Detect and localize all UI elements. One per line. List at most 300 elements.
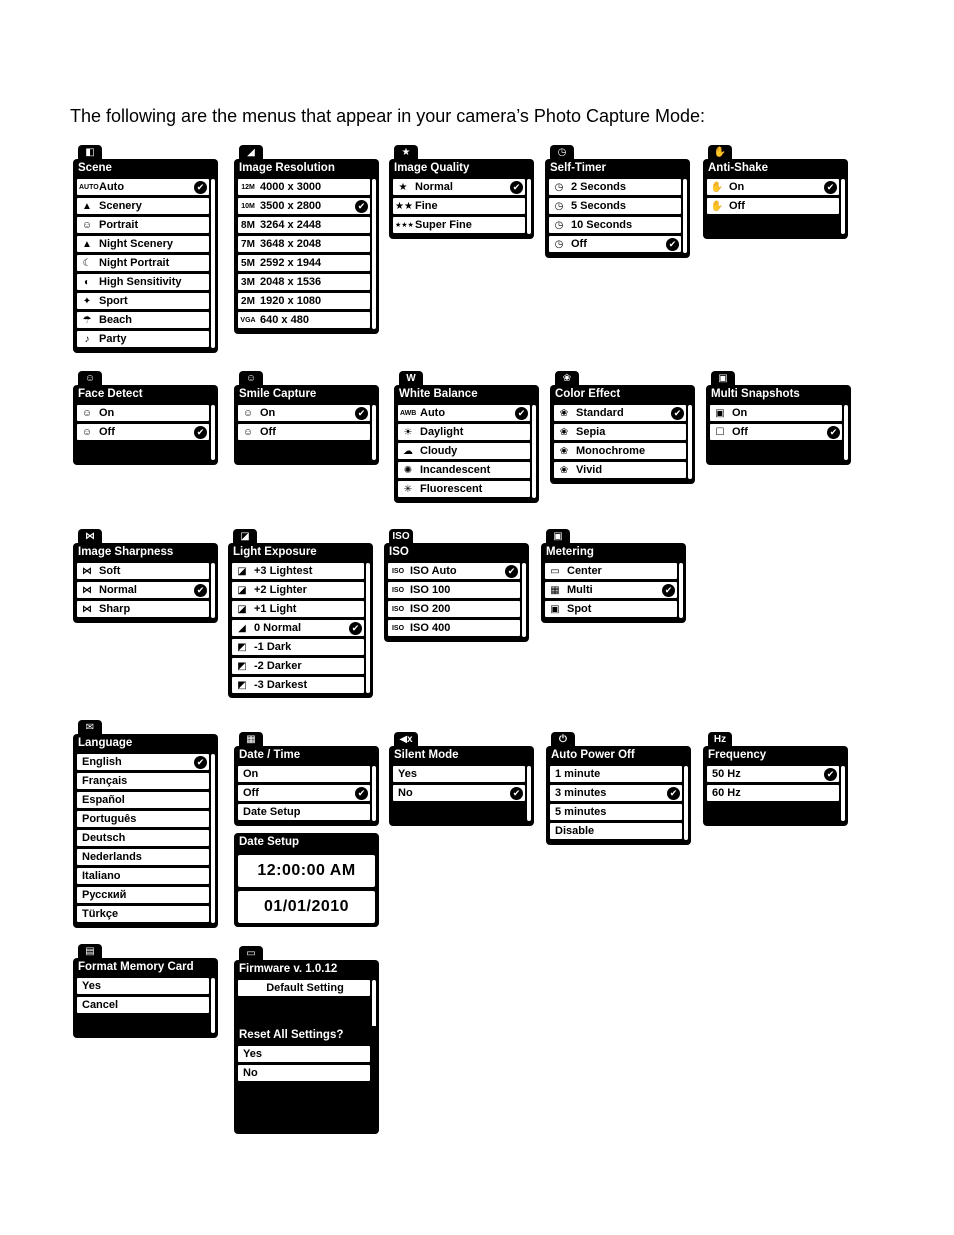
- smile-item-label: Off: [260, 426, 276, 438]
- reset-item-label: No: [243, 1067, 258, 1079]
- datetime-tab-icon[interactable]: ▦: [239, 732, 263, 748]
- scene-item-label: Auto: [99, 181, 125, 193]
- frequency-scrollbar[interactable]: [841, 766, 845, 821]
- scene-scrollbar[interactable]: [211, 179, 215, 348]
- quality-scrollbar[interactable]: [527, 179, 531, 234]
- timer-panel: [545, 159, 690, 258]
- scene-item[interactable]: [77, 312, 209, 328]
- exposure-item[interactable]: [232, 601, 364, 617]
- reset-menu: [234, 1026, 379, 1134]
- resolution-item[interactable]: [238, 236, 370, 252]
- smile-item[interactable]: [238, 405, 370, 421]
- language-item[interactable]: [77, 811, 209, 827]
- quality-item[interactable]: [393, 217, 525, 233]
- autopower-item[interactable]: [550, 804, 682, 820]
- face-item-label: Off: [99, 426, 115, 438]
- scene-title: Scene: [78, 162, 112, 174]
- language-item[interactable]: [77, 773, 209, 789]
- frequency-title: Frequency: [708, 749, 767, 761]
- resolution-item-icon: 3M: [241, 276, 255, 288]
- selected-check-icon: ✔: [355, 200, 368, 213]
- silent-item-label: Yes: [398, 768, 417, 780]
- resolution-item[interactable]: [238, 312, 370, 328]
- scene-item-label: Night Scenery: [99, 238, 173, 250]
- metering-scrollbar[interactable]: [679, 563, 683, 618]
- scene-item-icon: ▲: [82, 238, 92, 250]
- wb-item-icon: ☀: [403, 426, 413, 438]
- sharp-scrollbar[interactable]: [211, 563, 215, 618]
- timer-item-icon: ◷: [554, 238, 564, 250]
- color-title: Color Effect: [555, 388, 621, 400]
- selected-check-icon: ✔: [355, 787, 368, 800]
- wb-scrollbar[interactable]: [532, 405, 536, 498]
- antishake-scrollbar[interactable]: [841, 179, 845, 234]
- antishake-panel: [703, 159, 848, 239]
- selected-check-icon: ✔: [667, 787, 680, 800]
- color-item-label: Standard: [576, 407, 624, 419]
- iso-panel: [384, 543, 529, 642]
- sharp-item-label: Sharp: [99, 603, 131, 615]
- metering-item[interactable]: [545, 601, 677, 617]
- scene-item-icon: ✦: [82, 295, 92, 307]
- iso-item[interactable]: [388, 563, 520, 579]
- face-item-icon: ☺: [81, 407, 93, 419]
- silent-tab-icon[interactable]: ◀x: [394, 732, 418, 748]
- quality-item-label: Fine: [415, 200, 438, 212]
- wb-item-label: Fluorescent: [420, 483, 483, 495]
- sharp-item-label: Normal: [99, 584, 137, 596]
- format-tab-icon[interactable]: ▤: [78, 944, 102, 960]
- language-item-label: Português: [82, 813, 137, 825]
- wb-tab-icon[interactable]: W: [399, 371, 423, 387]
- multi-scrollbar[interactable]: [844, 405, 848, 460]
- wb-item-icon: ✺: [403, 464, 413, 476]
- wb-item-icon: AWB: [400, 409, 417, 417]
- frequency-item[interactable]: [707, 766, 839, 782]
- scene-item[interactable]: [77, 198, 209, 214]
- iso-item[interactable]: [388, 582, 520, 598]
- timer-item-label: 10 Seconds: [571, 219, 633, 231]
- iso-item-icon: ISO: [391, 605, 405, 613]
- resolution-item[interactable]: [238, 293, 370, 309]
- time-value: 12:00:00 AM: [257, 862, 356, 879]
- format-panel: [73, 958, 218, 1038]
- datetime-item[interactable]: [238, 766, 370, 782]
- resolution-item-icon: 2M: [241, 295, 255, 307]
- firmware-item-label: Default Setting: [266, 982, 344, 994]
- iso-scrollbar[interactable]: [522, 563, 526, 637]
- frequency-item[interactable]: [707, 785, 839, 801]
- language-title: Language: [78, 737, 133, 749]
- antishake-title: Anti-Shake: [708, 162, 769, 174]
- intro-text: The following are the menus that appear in your camera’s Photo Capture Mode:: [70, 106, 706, 126]
- silent-item[interactable]: [393, 785, 525, 801]
- scene-item[interactable]: [77, 236, 209, 252]
- color-item-label: Sepia: [576, 426, 606, 438]
- metering-panel: [541, 543, 686, 623]
- resolution-item[interactable]: [238, 274, 370, 290]
- exposure-item-icon: ◪: [237, 603, 247, 615]
- resolution-panel: [234, 159, 379, 334]
- scene-item-label: Party: [99, 333, 127, 345]
- firmware-item[interactable]: [238, 980, 370, 996]
- wb-item[interactable]: [398, 424, 530, 440]
- wb-item-label: Daylight: [420, 426, 464, 438]
- exposure-scrollbar[interactable]: [366, 563, 370, 693]
- multi-item-label: Off: [732, 426, 748, 438]
- smile-tab-icon[interactable]: ☺: [239, 371, 263, 387]
- datetime-item-label: Date Setup: [243, 806, 301, 818]
- autopower-tab-icon[interactable]: ⏻: [551, 732, 575, 748]
- iso-item[interactable]: [388, 620, 520, 636]
- timer-item[interactable]: [549, 236, 681, 252]
- antishake-item-icon: ✋: [710, 181, 724, 193]
- antishake-item-label: On: [729, 181, 745, 193]
- resolution-item-icon: VGA: [240, 316, 256, 324]
- color-item[interactable]: [554, 405, 686, 421]
- iso-item[interactable]: [388, 601, 520, 617]
- color-item-label: Monochrome: [576, 445, 646, 457]
- language-scrollbar[interactable]: [211, 754, 215, 923]
- resolution-item[interactable]: [238, 255, 370, 271]
- resolution-item[interactable]: [238, 179, 370, 195]
- quality-tab-icon[interactable]: ★: [394, 145, 418, 161]
- date-setup-panel: [234, 833, 379, 927]
- iso-item-icon: ISO: [391, 567, 405, 575]
- color-tab-icon[interactable]: ❀: [555, 371, 579, 387]
- metering-item-label: Multi: [567, 584, 593, 596]
- wb-item[interactable]: [398, 481, 530, 497]
- metering-item[interactable]: [545, 563, 677, 579]
- selected-check-icon: ✔: [662, 584, 675, 597]
- color-item[interactable]: [554, 443, 686, 459]
- exposure-item-label: +1 Light: [254, 603, 297, 615]
- exposure-panel: [228, 543, 373, 698]
- quality-item[interactable]: [393, 198, 525, 214]
- format-item[interactable]: [77, 997, 209, 1013]
- exposure-item-label: +3 Lightest: [254, 565, 313, 577]
- selected-check-icon: ✔: [194, 426, 207, 439]
- timer-item-icon: ◷: [554, 181, 564, 193]
- firmware-tab-icon[interactable]: ▭: [239, 946, 263, 962]
- firmware-scrollbar[interactable]: [372, 980, 376, 1031]
- language-item[interactable]: [77, 754, 209, 770]
- reset-item[interactable]: [238, 1046, 370, 1062]
- format-item[interactable]: [77, 978, 209, 994]
- multi-item[interactable]: [710, 424, 842, 440]
- scene-item[interactable]: [77, 293, 209, 309]
- autopower-menu: [546, 732, 691, 845]
- silent-panel: [389, 746, 534, 826]
- scene-item-label: Sport: [99, 295, 128, 307]
- timer-title: Self-Timer: [550, 162, 607, 174]
- resolution-item[interactable]: [238, 217, 370, 233]
- iso-item-label: ISO 100: [410, 584, 451, 596]
- language-item-label: Deutsch: [82, 832, 126, 844]
- autopower-item[interactable]: [550, 785, 682, 801]
- scene-item[interactable]: [77, 255, 209, 271]
- autopower-item[interactable]: [550, 823, 682, 839]
- resolution-item-icon: 12M: [241, 183, 255, 191]
- language-item[interactable]: [77, 849, 209, 865]
- antishake-menu: [703, 145, 848, 239]
- datetime-item-label: Off: [243, 787, 259, 799]
- resolution-item-label: 3264 x 2448: [260, 219, 322, 231]
- resolution-item-icon: 8M: [241, 219, 255, 231]
- color-scrollbar[interactable]: [688, 405, 692, 479]
- metering-item[interactable]: [545, 582, 677, 598]
- exposure-item-label: 0 Normal: [254, 622, 302, 634]
- resolution-item-label: 2592 x 1944: [260, 257, 322, 269]
- exposure-item[interactable]: [232, 677, 364, 693]
- scene-item[interactable]: [77, 179, 209, 195]
- frequency-tab-icon[interactable]: Hz: [708, 732, 732, 748]
- resolution-item-icon: 7M: [241, 238, 255, 250]
- metering-item-label: Center: [567, 565, 602, 577]
- multi-item[interactable]: [710, 405, 842, 421]
- sharp-tab-icon[interactable]: ⋈: [78, 529, 102, 545]
- date-field[interactable]: [238, 891, 375, 923]
- multi-item-icon: ☐: [715, 426, 725, 438]
- resolution-item[interactable]: [238, 198, 370, 214]
- quality-item-icon: ★★★: [395, 222, 414, 229]
- language-item-label: Español: [82, 794, 125, 806]
- format-item-label: Yes: [82, 980, 101, 992]
- resolution-tab-icon[interactable]: ◢: [239, 145, 263, 161]
- sharp-panel: [73, 543, 218, 623]
- scene-item-icon: AUTO: [79, 183, 99, 191]
- metering-tab-icon[interactable]: ▣: [546, 529, 570, 545]
- datetime-menu: [234, 732, 379, 826]
- smile-menu: [234, 371, 379, 465]
- sharp-item[interactable]: [77, 601, 209, 617]
- exposure-item[interactable]: [232, 582, 364, 598]
- timer-item[interactable]: [549, 179, 681, 195]
- selected-check-icon: ✔: [505, 565, 518, 578]
- quality-panel: [389, 159, 534, 239]
- iso-item-icon: ISO: [391, 586, 405, 594]
- silent-item-label: No: [398, 787, 413, 799]
- exposure-item-icon: ◪: [237, 565, 247, 577]
- time-field[interactable]: [238, 855, 375, 887]
- scene-item[interactable]: [77, 274, 209, 290]
- face-menu: [73, 371, 218, 465]
- language-item-label: Français: [82, 775, 128, 787]
- autopower-scrollbar[interactable]: [684, 766, 688, 840]
- scene-item[interactable]: [77, 331, 209, 347]
- exposure-item-icon: ◢: [238, 622, 246, 634]
- sharp-menu: [73, 529, 218, 623]
- date-setup-menu: [234, 833, 379, 927]
- timer-item-icon: ◷: [554, 200, 564, 212]
- smile-scrollbar[interactable]: [372, 405, 376, 460]
- sharp-item-icon: ⋈: [82, 584, 92, 596]
- language-item[interactable]: [77, 830, 209, 846]
- exposure-item-icon: ◩: [237, 679, 247, 691]
- antishake-tab-icon[interactable]: ✋: [708, 145, 732, 161]
- quality-item[interactable]: [393, 179, 525, 195]
- wb-item-icon: ✳: [403, 483, 413, 495]
- scene-tab-icon[interactable]: ◧: [78, 145, 102, 161]
- face-scrollbar[interactable]: [211, 405, 215, 460]
- quality-item-label: Normal: [415, 181, 453, 193]
- quality-item-label: Super Fine: [415, 219, 472, 231]
- resolution-item-icon: 5M: [241, 257, 255, 269]
- metering-item-label: Spot: [567, 603, 592, 615]
- color-item-label: Vivid: [576, 464, 603, 476]
- datetime-scrollbar[interactable]: [372, 766, 376, 821]
- timer-tab-icon[interactable]: ◷: [550, 145, 574, 161]
- wb-item-icon: ☁: [403, 445, 413, 457]
- language-panel: [73, 734, 218, 928]
- antishake-item[interactable]: [707, 179, 839, 195]
- sharp-item[interactable]: [77, 563, 209, 579]
- face-tab-icon[interactable]: ☺: [78, 371, 102, 387]
- firmware-title: Firmware v. 1.0.12: [239, 963, 338, 975]
- silent-menu: [389, 732, 534, 826]
- iso-item-label: ISO Auto: [410, 565, 457, 577]
- language-item[interactable]: [77, 792, 209, 808]
- timer-item[interactable]: [549, 198, 681, 214]
- exposure-item-icon: ◩: [237, 641, 247, 653]
- wb-item-label: Cloudy: [420, 445, 458, 457]
- resolution-item-label: 4000 x 3000: [260, 181, 322, 193]
- multi-item-icon: ▣: [715, 407, 725, 419]
- language-item[interactable]: [77, 868, 209, 884]
- selected-check-icon: ✔: [510, 787, 523, 800]
- language-menu: [73, 720, 218, 928]
- resolution-item-label: 3648 x 2048: [260, 238, 322, 250]
- datetime-item[interactable]: [238, 804, 370, 820]
- scene-item-label: Portrait: [99, 219, 139, 231]
- exposure-item-label: -2 Darker: [254, 660, 302, 672]
- iso-title: ISO: [389, 546, 409, 558]
- exposure-item[interactable]: [232, 658, 364, 674]
- color-menu: [550, 371, 695, 484]
- color-item[interactable]: [554, 462, 686, 478]
- face-panel: [73, 385, 218, 465]
- smile-item-icon: ☺: [242, 407, 254, 419]
- frequency-menu: [703, 732, 848, 826]
- timer-menu: [545, 145, 690, 258]
- exposure-item-label: -3 Darkest: [254, 679, 308, 691]
- language-tab-icon[interactable]: ✉: [78, 720, 102, 736]
- scene-item-icon: ☂: [82, 314, 92, 326]
- scene-item-icon: ♪: [84, 333, 90, 345]
- antishake-item-icon: ✋: [710, 200, 724, 212]
- exposure-item-label: +2 Lighter: [254, 584, 307, 596]
- exposure-item-label: -1 Dark: [254, 641, 292, 653]
- scene-item[interactable]: [77, 217, 209, 233]
- face-item-icon: ☺: [81, 426, 93, 438]
- iso-tab-icon[interactable]: ISO: [389, 529, 413, 545]
- multi-menu: [706, 371, 851, 465]
- smile-title: Smile Capture: [239, 388, 317, 400]
- multi-panel: [706, 385, 851, 465]
- scene-item-label: High Sensitivity: [99, 276, 182, 288]
- language-item-label: Türkçe: [82, 908, 119, 920]
- format-scrollbar[interactable]: [211, 978, 215, 1033]
- resolution-item-label: 2048 x 1536: [260, 276, 322, 288]
- silent-item[interactable]: [393, 766, 525, 782]
- datetime-title: Date / Time: [239, 749, 301, 761]
- multi-tab-icon[interactable]: ▣: [711, 371, 735, 387]
- wb-item[interactable]: [398, 443, 530, 459]
- iso-item-icon: ISO: [391, 624, 405, 632]
- resolution-item-icon: 10M: [241, 202, 255, 210]
- iso-item-label: ISO 200: [410, 603, 451, 615]
- scene-panel: [73, 159, 218, 353]
- metering-item-icon: ▣: [550, 603, 560, 615]
- frequency-panel: [703, 746, 848, 826]
- autopower-item-label: 5 minutes: [555, 806, 607, 818]
- selected-check-icon: ✔: [194, 756, 207, 769]
- face-title: Face Detect: [78, 388, 143, 400]
- format-item-label: Cancel: [82, 999, 119, 1011]
- selected-check-icon: ✔: [355, 407, 368, 420]
- exposure-item[interactable]: [232, 620, 364, 636]
- language-item-label: Русский: [82, 889, 127, 901]
- face-item[interactable]: [77, 405, 209, 421]
- selected-check-icon: ✔: [824, 768, 837, 781]
- exposure-tab-icon[interactable]: ◪: [233, 529, 257, 545]
- autopower-item-label: Disable: [555, 825, 595, 837]
- sharp-item[interactable]: [77, 582, 209, 598]
- wb-item[interactable]: [398, 405, 530, 421]
- datetime-panel: [234, 746, 379, 826]
- firmware-menu: [234, 946, 379, 1036]
- wb-item-label: Incandescent: [420, 464, 491, 476]
- face-item[interactable]: [77, 424, 209, 440]
- wb-menu: [394, 371, 539, 503]
- resolution-menu: [234, 145, 379, 334]
- smile-item[interactable]: [238, 424, 370, 440]
- selected-check-icon: ✔: [515, 407, 528, 420]
- selected-check-icon: ✔: [666, 238, 679, 251]
- language-item[interactable]: [77, 887, 209, 903]
- wb-title: White Balance: [399, 388, 478, 400]
- timer-item-icon: ◷: [554, 219, 564, 231]
- reset-item[interactable]: [238, 1065, 370, 1081]
- silent-scrollbar[interactable]: [527, 766, 531, 821]
- timer-item[interactable]: [549, 217, 681, 233]
- language-item[interactable]: [77, 906, 209, 922]
- resolution-scrollbar[interactable]: [372, 179, 376, 329]
- metering-item-icon: ▦: [550, 584, 560, 596]
- silent-title: Silent Mode: [394, 749, 459, 761]
- resolution-item-label: 1920 x 1080: [260, 295, 322, 307]
- color-item[interactable]: [554, 424, 686, 440]
- autopower-item-label: 3 minutes: [555, 787, 607, 799]
- selected-check-icon: ✔: [510, 181, 523, 194]
- reset-title: Reset All Settings?: [239, 1029, 344, 1041]
- timer-scrollbar[interactable]: [683, 179, 687, 253]
- datetime-item[interactable]: [238, 785, 370, 801]
- color-item-icon: ❀: [559, 445, 569, 457]
- exposure-item[interactable]: [232, 563, 364, 579]
- selected-check-icon: ✔: [671, 407, 684, 420]
- multi-item-label: On: [732, 407, 748, 419]
- wb-item[interactable]: [398, 462, 530, 478]
- autopower-item[interactable]: [550, 766, 682, 782]
- exposure-item[interactable]: [232, 639, 364, 655]
- antishake-item[interactable]: [707, 198, 839, 214]
- exposure-item-icon: ◩: [237, 660, 247, 672]
- date-value: 01/01/2010: [263, 898, 350, 915]
- quality-menu: [389, 145, 534, 239]
- scene-menu: [73, 145, 218, 353]
- selected-check-icon: ✔: [824, 181, 837, 194]
